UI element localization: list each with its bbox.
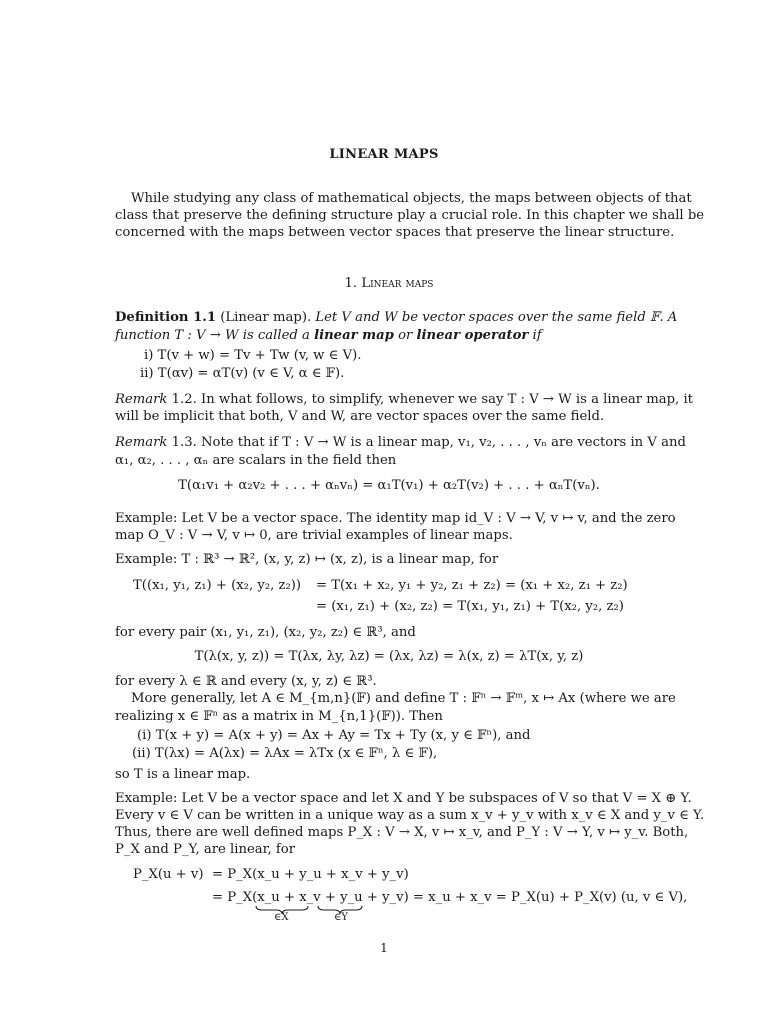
definition-text-1: Let V and W be vector spaces over the same field 𝔽. A (315, 310, 678, 325)
example-3-eq1-rhs: = P_X(x_u + y_u + x_v + y_v) (212, 867, 409, 882)
definition-line-2 (115, 327, 663, 345)
definition-item-1: i) T(v + w) = Tv + Tw (v, w ∈ V). (144, 348, 362, 363)
general-line-2: realizing x ∈ 𝔽ⁿ as a matrix in M_{n,1}(𝔽)). Then (115, 709, 443, 724)
example-3-eq1-lhs: P_X(u + v) (133, 867, 204, 882)
example-1-line-2: map O_V : V → V, v ↦ 0, are trivial examples of linear maps. (115, 528, 513, 543)
definition-text-2c: or (393, 328, 417, 343)
example-2-eq1-lhs: T((x₁, y₁, z₁) + (x₂, y₂, z₂)) (133, 578, 302, 593)
term-linear-map: linear map (314, 328, 394, 343)
example-3-line-4: P_X and P_Y, are linear, for (115, 842, 296, 857)
definition-line-1 (115, 309, 678, 327)
section-heading (115, 275, 663, 293)
section-number: 1. (344, 276, 358, 291)
definition-text-2a: function T : V → W is called a (115, 328, 315, 343)
intro-line-2: class that preserve the defining structure play a crucial role. In this chapter we shall be (115, 208, 705, 223)
remark-1-3-num: 1.3. (171, 435, 197, 450)
definition-text-2e: if (528, 328, 542, 343)
general-item-2: (ii) T(λx) = A(λx) = λAx = λTx (x ∈ 𝔽ⁿ, λ ∈ 𝔽), (132, 746, 438, 761)
general-item-1: (i) T(x + y) = A(x + y) = Ax + Ay = Tx + Ty (x, y ∈ 𝔽ⁿ), and (137, 728, 531, 743)
section-title: Linear maps (361, 276, 434, 291)
example-3-line-3: Thus, there are well defined maps P_X : V → X, v ↦ x_v, and P_Y : V → Y, v ↦ y_v. Both, (115, 825, 689, 840)
remark-1-3-line-1 (115, 434, 686, 452)
page-title: LINEAR MAPS (329, 147, 439, 162)
example-2-intro: Example: T : ℝ³ → ℝ², (x, y, z) ↦ (x, z), is a linear map, for (115, 552, 499, 567)
remark-1-2-num: 1.2. (171, 392, 197, 407)
underbrace-marks (252, 904, 392, 918)
remark-1-2-line-2: will be implicit that both, V and W, are vector spaces over the same field. (115, 409, 605, 424)
remark-1-2-line-1 (115, 391, 693, 409)
general-line-1: More generally, let A ∈ M_{m,n}(𝔽) and define T : 𝔽ⁿ → 𝔽ᵐ, x ↦ Ax (where we are (131, 691, 676, 706)
example-3-eq2-rhs: = P_X(x_u + x_v + y_u + y_v) = x_u + x_v = P_X(u) + P_X(v) (u, v ∈ V), (212, 890, 688, 905)
underbrace-label-y: ∈Y (334, 912, 349, 923)
example-2-after-2: for every λ ∈ ℝ and every (x, y, z) ∈ ℝ³. (115, 674, 377, 689)
example-2-eq2-rhs: = (x₁, z₁) + (x₂, z₂) = T(x₁, y₁, z₁) + T(x₂, y₂, z₂) (316, 599, 624, 614)
remark-1-2-label: Remark (115, 392, 168, 407)
page-number: 1 (380, 941, 388, 955)
remark-1-3-formula: T(α₁v₁ + α₂v₂ + . . . + αₙvₙ) = α₁T(v₁) + α₂T(v₂) + . . . + αₙT(vₙ). (178, 478, 600, 493)
general-conclusion: so T is a linear map. (115, 767, 251, 782)
definition-paren: (Linear map). (220, 310, 312, 325)
definition-head: Definition 1.1 (115, 310, 217, 325)
example-1-line-1: Example: Let V be a vector space. The identity map id_V : V → V, v ↦ v, and the zero (115, 511, 676, 526)
example-2-eq1-rhs: = T(x₁ + x₂, y₁ + y₂, z₁ + z₂) = (x₁ + x₂, z₁ + z₂) (316, 578, 628, 593)
intro-line-1: While studying any class of mathematical objects, the maps between objects of that (131, 191, 692, 206)
intro-line-3: concerned with the maps between vector spaces that preserve the linear structure. (115, 225, 675, 240)
example-2-after-1: for every pair (x₁, y₁, z₁), (x₂, y₂, z₂) ∈ ℝ³, and (115, 625, 416, 640)
underbrace-label-x: ∈X (274, 912, 289, 923)
remark-1-3-text-1: Note that if T : V → W is a linear map, v₁, v₂, . . . , vₙ are vectors in V and (200, 435, 686, 450)
remark-1-3-line-2: α₁, α₂, . . . , αₙ are scalars in the field then (115, 453, 397, 468)
remark-1-3-label: Remark (115, 435, 168, 450)
example-2-eq3: T(λ(x, y, z)) = T(λx, λy, λz) = (λx, λz) = λ(x, z) = λT(x, y, z) (194, 649, 584, 664)
example-3-line-2: Every v ∈ V can be written in a unique way as a sum x_v + y_v with x_v ∈ X and y_v ∈ Y. (115, 808, 705, 823)
example-3-line-1: Example: Let V be a vector space and let X and Y be subspaces of V so that V = X ⊕ Y. (115, 791, 692, 806)
remark-1-2-text-1: In what follows, to simplify, whenever we say T : V → W is a linear map, it (200, 392, 693, 407)
definition-item-2: ii) T(αv) = αT(v) (v ∈ V, α ∈ 𝔽). (140, 366, 345, 381)
term-linear-operator: linear operator (416, 328, 529, 343)
